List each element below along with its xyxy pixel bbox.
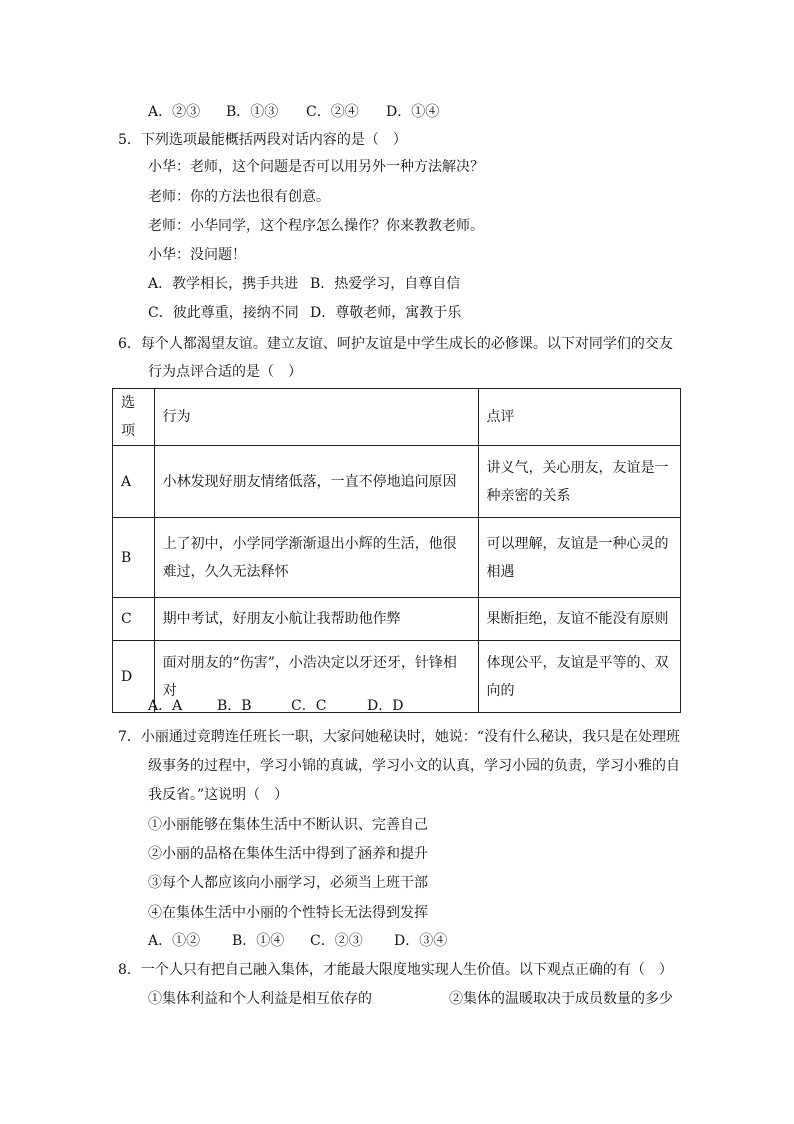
table-cell-comment: 体现公平，友谊是平等的、双向的 [478, 641, 680, 713]
table-header-cell: 点评 [478, 389, 680, 446]
q4-options [148, 102, 439, 122]
q5-option-a: A．教学相长，携手共进 [148, 276, 299, 292]
q7-statement-2: ②小丽的品格在集体生活中得到了涵养和提升 [148, 846, 428, 862]
q6-stem-line-2: 行为点评合适的是（ ） [148, 364, 302, 380]
q8-statement-2: ②集体的温暖取决于成员数量的多少 [449, 991, 673, 1007]
q7-option-d: D．③④ [394, 933, 448, 949]
q4-option-c: C．②④ [306, 104, 359, 120]
q5-dialogue-3: 老师：小华同学，这个程序怎么操作？你来教教老师。 [148, 218, 484, 234]
q7-stem-line-3: 我反省。”这说明（ ） [148, 787, 289, 803]
q7-options [148, 931, 447, 951]
q8-stem: 8．一个人只有把自己融入集体，才能最大限度地实现人生价值。以下观点正确的有（ ） [118, 962, 673, 978]
q5-option-d: D．尊敬老师，寓教于乐 [310, 305, 462, 321]
table-header-cell: 行为 [154, 389, 478, 446]
table-cell-comment: 果断拒绝，友谊不能没有原则 [478, 598, 680, 641]
q6-options [148, 696, 403, 716]
q6-option-a: A．A [148, 698, 183, 714]
table-row [113, 518, 681, 598]
table-cell-option: C [113, 598, 155, 641]
q4-option-b: B．①③ [226, 104, 279, 120]
q6-table [112, 388, 681, 713]
q5-option-b: B．热爱学习，自尊自信 [310, 276, 461, 292]
table-row [113, 598, 681, 641]
q7-option-c: C．②③ [310, 933, 363, 949]
table-header-cell: 选项 [113, 389, 155, 446]
q6-option-b: B．B [217, 698, 252, 714]
table-cell-comment: 讲义气，关心朋友，友谊是一种亲密的关系 [478, 446, 680, 518]
q5-stem: 5．下列选项最能概括两段对话内容的是（ ） [118, 132, 407, 148]
table-row [113, 446, 681, 518]
table-cell-behavior: 面对朋友的“伤害”，小浩决定以牙还牙，针锋相对 [154, 641, 478, 713]
q7-stem-line-1: 7．小丽通过竞聘连任班长一职，大家问她秘诀时，她说：“没有什么秘诀，我只是在处理班 [118, 729, 681, 745]
q5-options-row-2 [148, 303, 461, 323]
table-cell-option: B [113, 518, 155, 598]
table-cell-behavior: 上了初中，小学同学渐渐退出小辉的生活，他很难过，久久无法释怀 [154, 518, 478, 598]
table-cell-option: D [113, 641, 155, 713]
q5-options-row-1 [148, 274, 460, 294]
q6-option-d: D．D [367, 698, 404, 714]
q5-option-c: C．彼此尊重，接纳不同 [148, 305, 299, 321]
q5-dialogue-1: 小华：老师，这个问题是否可以用另外一种方法解决？ [148, 159, 484, 175]
q4-option-d: D．①④ [386, 104, 440, 120]
q7-option-a: A．①② [148, 933, 201, 949]
q6-stem-line-1: 6．每个人都渴望友谊。建立友谊、呵护友谊是中学生成长的必修课。以下对同学们的交友 [118, 336, 673, 352]
table-header-row [113, 389, 681, 446]
q7-statement-1: ①小丽能够在集体生活中不断认识、完善自己 [148, 817, 428, 833]
q7-statement-3: ③每个人都应该向小丽学习，必须当上班干部 [148, 875, 428, 891]
q8-statement-1: ①集体利益和个人利益是相互依存的 [148, 991, 372, 1007]
q7-option-b: B．①④ [232, 933, 285, 949]
q5-dialogue-2: 老师：你的方法也很有创意。 [148, 189, 330, 205]
table-cell-option: A [113, 446, 155, 518]
table-cell-behavior: 小林发现好朋友情绪低落，一直不停地追问原因 [154, 446, 478, 518]
q5-dialogue-4: 小华：没问题！ [148, 247, 246, 263]
q4-option-a: A．②③ [148, 104, 201, 120]
q7-stem-line-2: 级事务的过程中，学习小锦的真诚，学习小文的认真，学习小园的负责，学习小雅的自 [148, 758, 680, 774]
q6-option-c: C．C [291, 698, 327, 714]
table-cell-behavior: 期中考试，好朋友小航让我帮助他作弊 [154, 598, 478, 641]
table-cell-comment: 可以理解，友谊是一种心灵的相遇 [478, 518, 680, 598]
q7-statement-4: ④在集体生活中小丽的个性特长无法得到发挥 [148, 905, 428, 921]
